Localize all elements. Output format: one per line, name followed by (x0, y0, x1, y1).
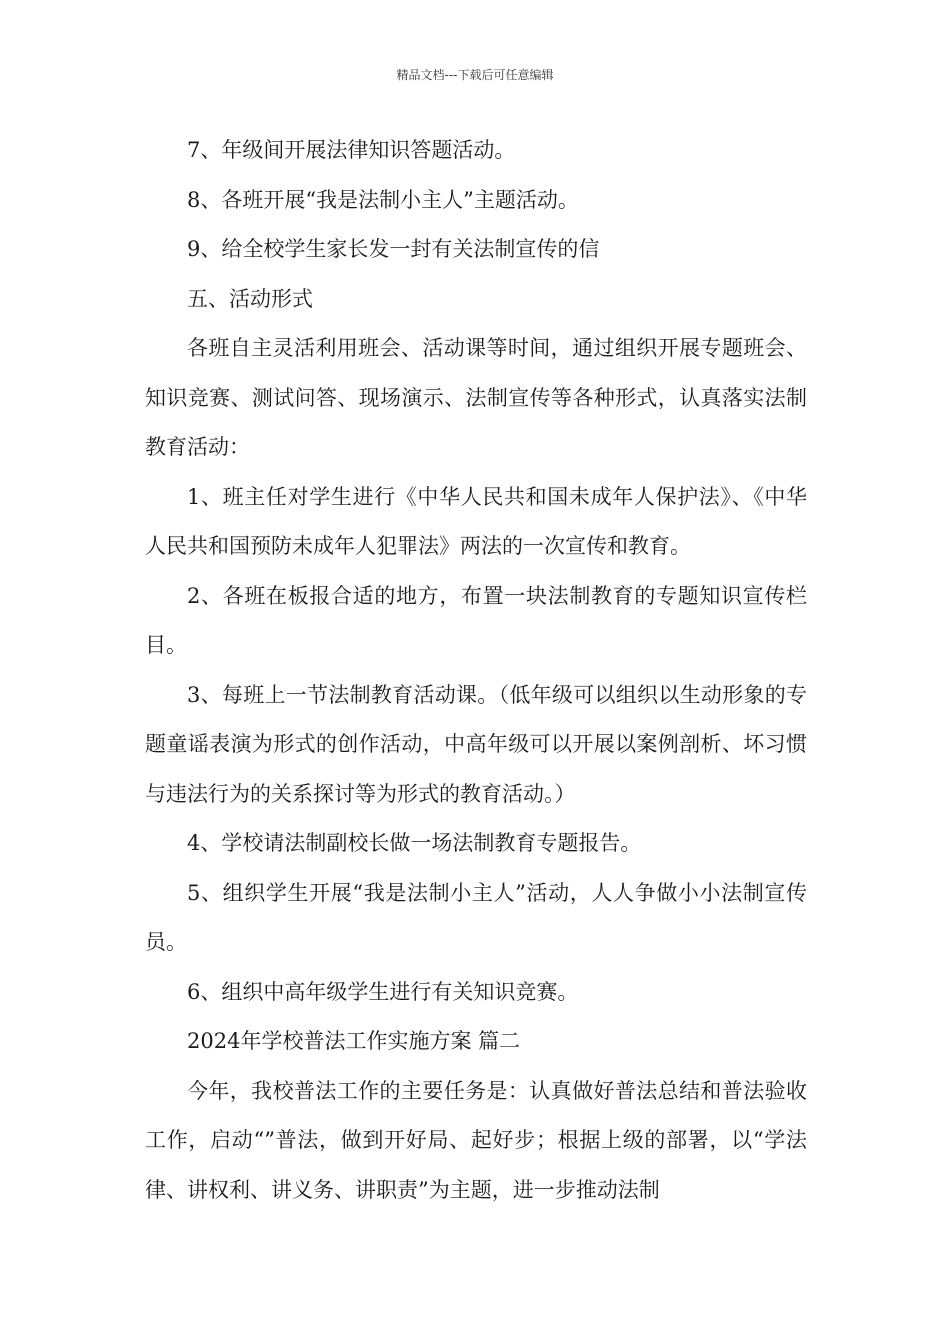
page-header: 精品文档---下载后可任意编辑 (396, 68, 554, 82)
paragraph-form-item-1: 1、班主任对学生进行《中华人民共和国未成年人保护法》、《中华人民共和国预防未成年人犯罪法》两法的一次宣传和教育。 (145, 484, 807, 558)
paragraph-activity-form-intro: 各班自主灵活利用班会、活动课等时间，通过组织开展专题班会、知识竞赛、测试问答、现场演示、法制宣传等各种形式，认真落实法制教育活动： (145, 336, 807, 459)
paragraph-item-8: 8、各班开展“我是法制小主人”主题活动。 (187, 187, 579, 212)
paragraph-main-tasks: 今年，我校普法工作的主要任务是：认真做好普法总结和普法验收工作，启动“”普法，做到开好局、起好步；根据上级的部署，以“学法律、讲权利、讲义务、讲职责”为主题，进一步推动法制 (145, 1078, 807, 1202)
paragraph-item-9: 9、给全校学生家长发一封有关法制宣传的信 (187, 237, 600, 261)
paragraph-form-item-4: 4、学校请法制副校长做一场法制教育专题报告。 (187, 831, 642, 855)
paragraph-item-7: 7、年级间开展法律知识答题活动。 (187, 138, 516, 162)
section-title-part-two: 2024年学校普法工作实施方案 篇二 (187, 1029, 521, 1053)
paragraph-form-item-6: 6、组织中高年级学生进行有关知识竞赛。 (187, 979, 579, 1004)
paragraph-form-item-3: 3、每班上一节法制教育活动课。（低年级可以组织以生动形象的专题童谣表演为形式的创作活动，中高年级可以开展以案例剖析、坏习惯与违法行为的关系探讨等为形式的教育活动。） (145, 682, 807, 806)
section-heading-activity-form: 五、活动形式 (187, 286, 313, 311)
document-body (145, 126, 807, 1215)
paragraph-form-item-5: 5、组织学生开展“我是法制小主人”活动，人人争做小小法制宣传员。 (145, 880, 807, 954)
paragraph-form-item-2: 2、各班在板报合适的地方，布置一块法制教育的专题知识宣传栏目。 (145, 583, 807, 657)
